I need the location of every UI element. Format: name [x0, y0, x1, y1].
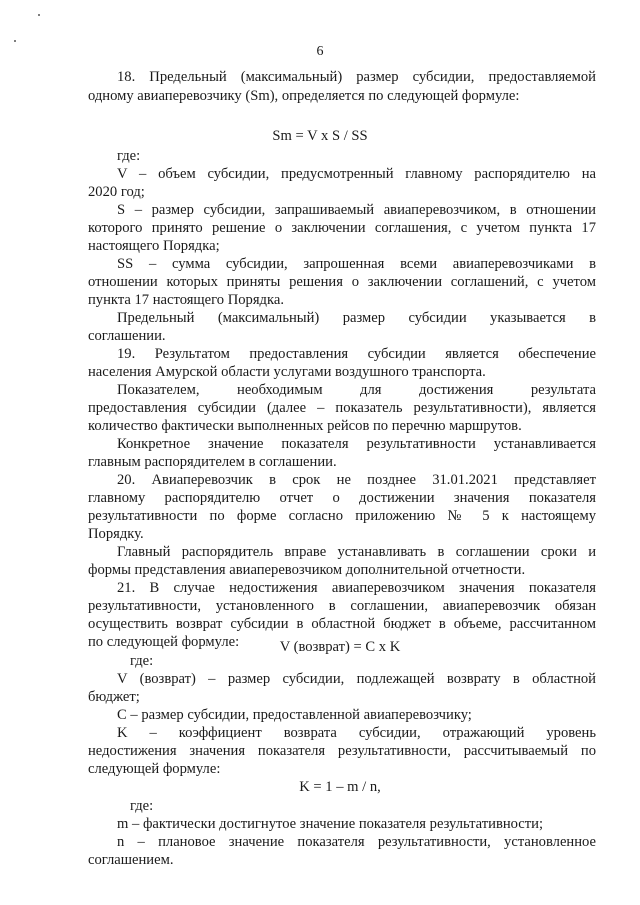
text-line: недостижения значения показателя результативности, рассчитываемый по: [88, 743, 596, 759]
text-line: V – объем субсидии, предусмотренный главному распорядителю на: [117, 166, 596, 182]
text-line: по следующей формуле:: [88, 634, 240, 650]
text-line: результативности, установленного в соглашении, авиаперевозчик обязан: [88, 598, 596, 614]
text-line: где:: [130, 653, 154, 669]
text-line: 21. В случае недостижения авиаперевозчиком значения показателя: [117, 580, 596, 596]
text-line: бюджет;: [88, 689, 140, 705]
formula: V (возврат) = C x K: [279, 639, 401, 655]
text-line: следующей формуле:: [88, 761, 221, 777]
formula: Sm = V x S / SS: [272, 128, 368, 144]
page-number: 6: [316, 44, 324, 59]
text-line: 19. Результатом предоставления субсидии является обеспечение: [117, 346, 596, 362]
text-line: n – плановое значение показателя результативности, установленное: [117, 834, 596, 850]
text-line: 18. Предельный (максимальный) размер субсидии, предоставляемой: [117, 69, 596, 85]
text-line: 20. Авиаперевозчик в срок не позднее 31.01.2021 представляет: [117, 472, 596, 488]
text-line: соглашении.: [88, 328, 166, 344]
text-line: V (возврат) – размер субсидии, подлежащей возврату в областной: [117, 671, 596, 687]
text-line: осуществить возврат субсидии в областной бюджет в объеме, рассчитанном: [88, 616, 596, 632]
text-line: Показателем, необходимым для достижения результата: [117, 382, 596, 398]
text-line: Главный распорядитель вправе устанавливать в соглашении сроки и: [117, 544, 596, 560]
text-line: главному распорядителю отчет о достижении значения показателя: [88, 490, 596, 506]
text-line: Предельный (максимальный) размер субсидии указывается в: [117, 310, 596, 326]
text-line: Порядку.: [88, 526, 144, 542]
text-line: результативности по форме согласно приложению № 5 к настоящему: [88, 508, 596, 524]
text-line: K – коэффициент возврата субсидии, отражающий уровень: [117, 725, 596, 741]
text-line: формы представления авиаперевозчиком дополнительной отчетности.: [88, 562, 526, 578]
scan-speck: [38, 14, 40, 16]
text-line: настоящего Порядка;: [88, 238, 220, 254]
text-line: пункта 17 настоящего Порядка.: [88, 292, 284, 308]
scan-speck: [14, 40, 16, 42]
text-line: предоставления субсидии (далее – показатель результативности), является: [88, 400, 596, 416]
text-line: соглашением.: [88, 852, 174, 868]
text-line: главным распорядителем в соглашении.: [88, 454, 337, 470]
text-line: SS – сумма субсидии, запрошенная всеми авиаперевозчиками в: [117, 256, 596, 272]
text-line: отношении которых приняты решения о заключении соглашений, с учетом: [88, 274, 596, 290]
text-line: где:: [130, 798, 154, 814]
formula: K = 1 – m / n,: [299, 779, 381, 795]
text-line: C – размер субсидии, предоставленной авиаперевозчику;: [117, 707, 472, 723]
text-line: Конкретное значение показателя результативности устанавливается: [117, 436, 596, 452]
text-line: где:: [117, 148, 141, 164]
text-line: 2020 год;: [88, 184, 145, 200]
text-line: населения Амурской области услугами воздушного транспорта.: [88, 364, 486, 380]
text-line: одному авиаперевозчику (Sm), определяется по следующей формуле:: [88, 88, 520, 104]
text-line: количество фактически выполненных рейсов по перечню маршрутов.: [88, 418, 522, 434]
text-line: S – размер субсидии, запрашиваемый авиаперевозчиком, в отношении: [117, 202, 596, 218]
text-line: m – фактически достигнутое значение показателя результативности;: [117, 816, 544, 832]
text-line: которого принято решение о заключении соглашения, с учетом пункта 17: [88, 220, 596, 236]
